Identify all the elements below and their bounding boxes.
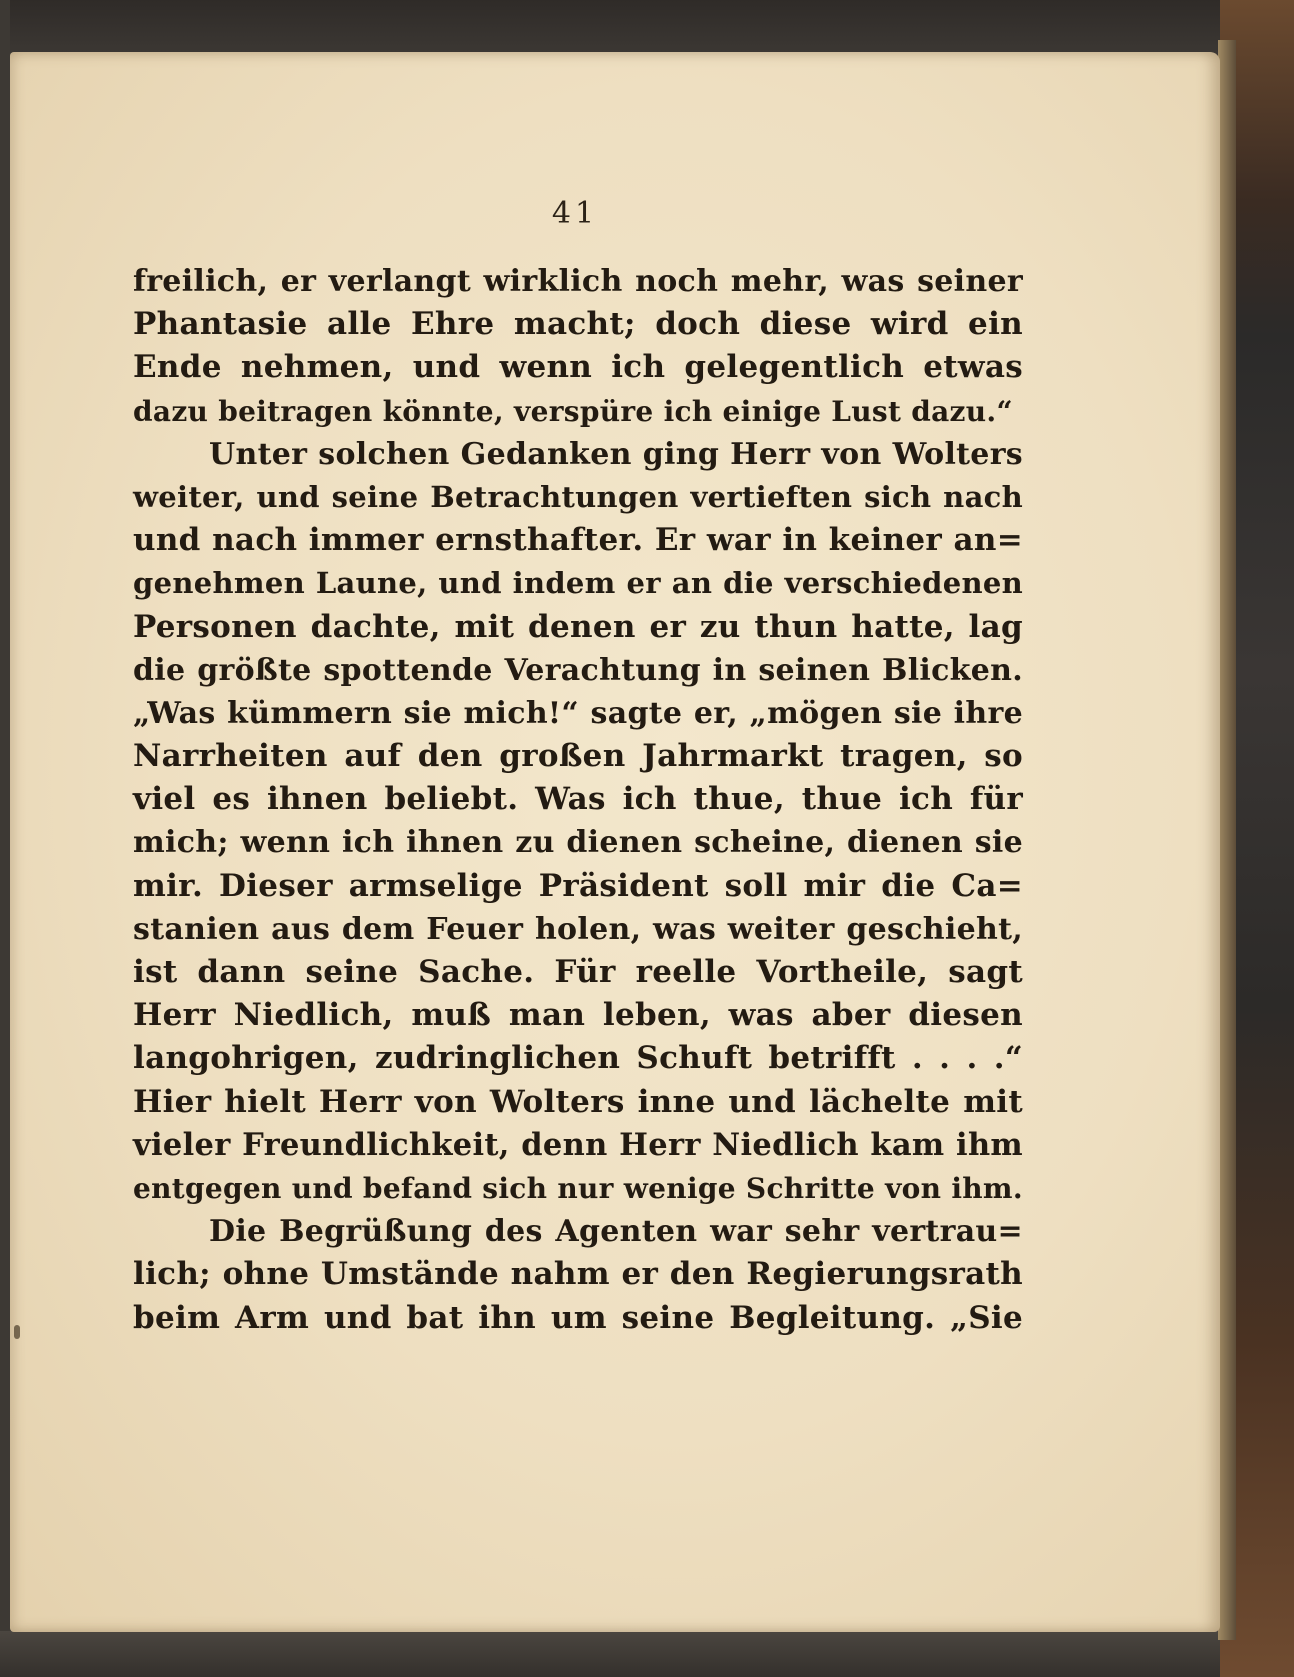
text-line: dazu beitragen könnte, verspüre ich einige Lust dazu.“: [133, 394, 1013, 428]
book-cover-top: [0, 0, 1294, 52]
text-line: entgegen und befand sich nur wenige Schritte von ihm.: [133, 1171, 1023, 1205]
body-text: [133, 260, 1023, 1340]
text-line: stanien aus dem Feuer holen, was weiter geschieht,: [133, 911, 1023, 947]
text-line: viel es ihnen beliebt. Was ich thue, thue ich für: [133, 781, 1023, 818]
text-line: Ende nehmen, und wenn ich gelegentlich etwas: [133, 349, 1023, 386]
text-line: Unter solchen Gedanken ging Herr von Wolters: [209, 436, 1023, 472]
text-line: lich; ohne Umstände nahm er den Regierungsrath: [133, 1256, 1023, 1293]
page-edges: [1218, 40, 1236, 1640]
text-line: vieler Freundlichkeit, denn Herr Niedlich kam ihm: [133, 1126, 1023, 1163]
page-blemish: [14, 1325, 20, 1339]
text-line: weiter, und seine Betrachtungen vertieften sich nach: [133, 479, 1023, 514]
text-line: freilich, er verlangt wirklich noch mehr, was seiner: [133, 264, 1023, 299]
text-line: Phantasie alle Ehre macht; doch diese wird ein: [133, 306, 1023, 343]
text-line: beim Arm und bat ihn um seine Begleitung. „Sie: [133, 1299, 1023, 1336]
text-line: und nach immer ernsthafter. Er war in keiner an=: [133, 522, 1023, 559]
text-line: Personen dachte, mit denen er zu thun hatte, lag: [133, 608, 1023, 645]
text-line: ist dann seine Sache. Für reelle Vortheile, sagt: [133, 954, 1023, 990]
text-line: „Was kümmern sie mich!“ sagte er, „mögen sie ihre: [133, 695, 1023, 731]
book-cover-bottom: [0, 1631, 1294, 1677]
text-line: die größte spottende Verachtung in seinen Blicken.: [133, 652, 1023, 688]
text-line: Die Begrüßung des Agenten war sehr vertrau=: [209, 1214, 1023, 1250]
text-line: Hier hielt Herr von Wolters inne und lächelte mit: [133, 1083, 1023, 1120]
text-line: Narrheiten auf den großen Jahrmarkt tragen, so: [133, 738, 1023, 775]
text-line: Herr Niedlich, muß man leben, was aber diesen: [133, 997, 1023, 1034]
text-line: mich; wenn ich ihnen zu dienen scheine, dienen sie: [133, 825, 1023, 861]
text-line: genehmen Laune, und indem er an die verschiedenen: [133, 566, 1023, 601]
page-number: 41: [551, 196, 599, 231]
book-page: [10, 52, 1220, 1632]
text-line: langohrigen, zudringlichen Schuft betrifft . . . .“: [133, 1040, 1023, 1077]
book-cover-left: [0, 0, 10, 1677]
text-line: mir. Dieser armselige Präsident soll mir die Ca=: [133, 867, 1023, 904]
